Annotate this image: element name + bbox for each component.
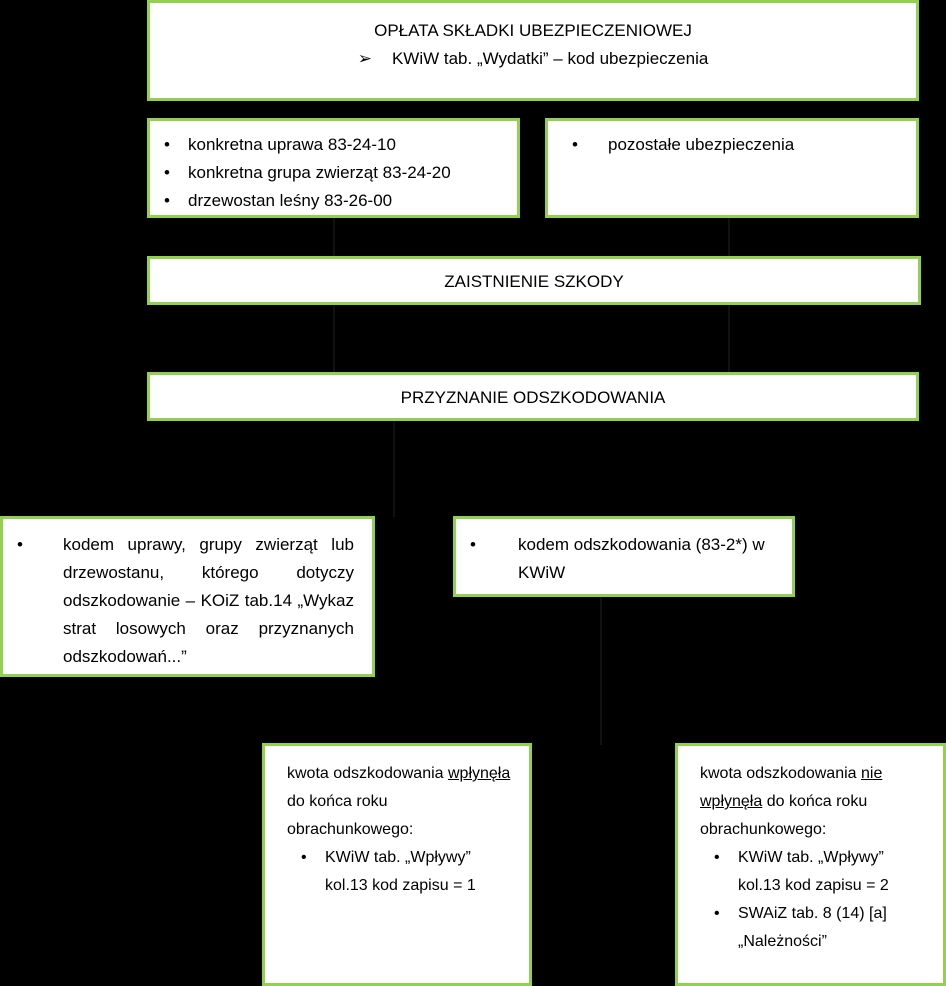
compensation-award-box (147, 372, 919, 421)
compensation-not-received-text (700, 760, 929, 844)
insurance-premium-title: OPŁATA SKŁADKI UBEZPIECZENIOWEJ (374, 21, 692, 40)
received-prefix: kwota odszkodowania (287, 765, 444, 782)
list-item: • KWiW tab. „Wpływy” kol.13 kod zapisu = 1 (287, 844, 515, 900)
compensation-not-received-list (700, 844, 929, 956)
crop-code-list (3, 531, 354, 671)
damage-occurrence-box (147, 256, 921, 305)
other-insurance-list (558, 131, 916, 159)
specific-insurance-codes-list (150, 131, 517, 215)
other-insurance-box (545, 118, 919, 218)
connector-line (393, 419, 395, 517)
list-item: • konkretna grupa zwierząt 83-24-20 (150, 159, 517, 187)
compensation-received-box (262, 743, 532, 986)
list-item: • kodem odszkodowania (83-2*) w KWiW (456, 531, 780, 587)
insurance-premium-subtitle-row (150, 45, 916, 73)
list-item: • konkretna uprawa 83-24-10 (150, 131, 517, 159)
not-received-prefix: kwota odszkodowania (700, 765, 857, 782)
crop-code-box (0, 516, 375, 677)
compensation-code-list (456, 531, 780, 587)
connector-line (600, 595, 602, 745)
compensation-code-box (453, 516, 795, 597)
received-underline: wpłynęła (448, 765, 511, 782)
not-received-underline-wplynela: wpłynęła (700, 793, 763, 810)
compensation-received-text (287, 760, 515, 844)
damage-occurrence-label: ZAISTNIENIE SZKODY (444, 272, 624, 291)
compensation-not-received-box (675, 743, 946, 986)
not-received-underline-nie: nie (861, 765, 883, 782)
list-item: • KWiW tab. „Wpływy” kol.13 kod zapisu = 2 (700, 844, 929, 900)
list-item: • SWAiZ tab. 8 (14) [a] „Należności” (700, 900, 929, 956)
not-received-suffix: do końca roku obrachunkowego: (700, 793, 868, 838)
connector-line (333, 303, 335, 375)
received-suffix: do końca roku obrachunkowego: (287, 793, 414, 838)
compensation-received-list (287, 844, 515, 900)
connector-line (333, 216, 335, 258)
list-item: • kodem uprawy, grupy zwierząt lub drzewostanu, którego dotyczy odszkodowanie – KOiZ tab.14 „Wykaz strat losowych oraz przyznanych odszkodowań...” (3, 531, 354, 671)
connector-line (728, 216, 730, 258)
list-item: • pozostałe ubezpieczenia (558, 131, 916, 159)
specific-insurance-codes-box (147, 118, 520, 218)
insurance-premium-subtitle: KWiW tab. „Wydatki” – kod ubezpieczenia (391, 49, 709, 68)
compensation-award-label: PRZYZNANIE ODSZKODOWANIA (400, 388, 666, 407)
list-item: • drzewostan leśny 83-26-00 (150, 187, 517, 215)
insurance-premium-box (147, 0, 919, 101)
arrow-bullet-icon: ➢ (357, 49, 372, 68)
connector-line (728, 303, 730, 375)
